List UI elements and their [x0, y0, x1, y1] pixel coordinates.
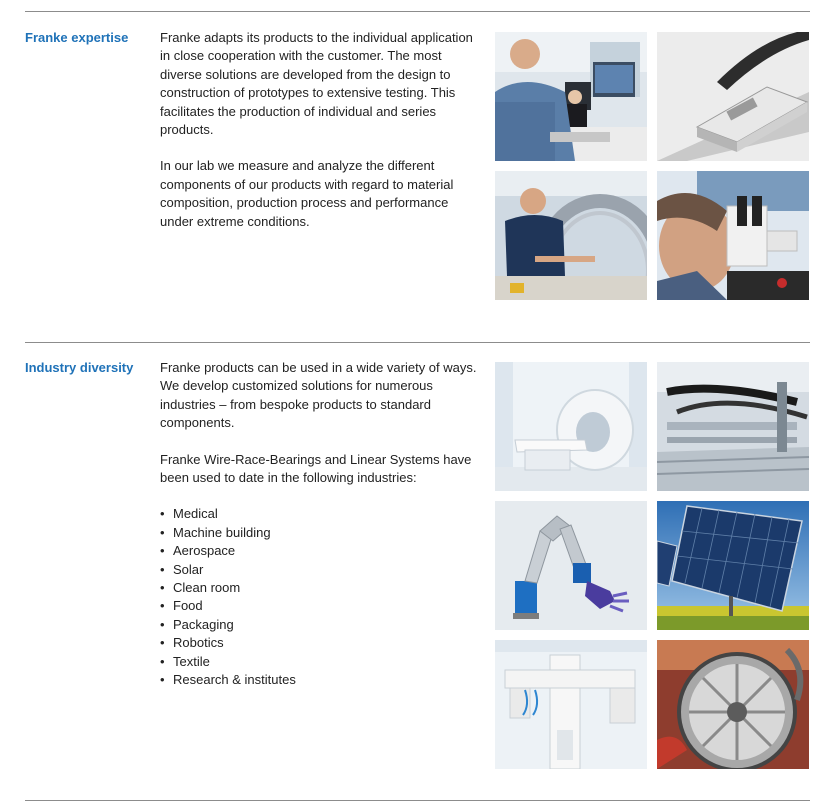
list-item: • Medical — [160, 505, 480, 523]
photo-machine-building — [657, 362, 809, 491]
paragraph: Franke Wire-Race-Bearings and Linear Systems have been used to date in the following industries: — [160, 451, 472, 486]
paragraph: Franke products can be used in a wide variety of ways. We develop customized solutions for numerous industries – from bespoke products to standard components. — [160, 360, 477, 431]
list-item: • Solar — [160, 561, 480, 579]
paragraph: In our lab we measure and analyze the different components of our products with regard to material composition, production process and performance under extreme conditions. — [160, 158, 454, 229]
list-item: • Machine building — [160, 524, 480, 542]
photo-dental-xray — [495, 640, 647, 769]
section-heading-expertise: Franke expertise — [25, 30, 129, 45]
list-item: • Textile — [160, 653, 480, 671]
list-item: • Packaging — [160, 616, 480, 634]
photo-engineers-at-workstation — [495, 32, 647, 161]
photo-technician-bearing-ring — [495, 171, 647, 300]
list-item: • Robotics — [160, 634, 480, 652]
industry-list — [160, 505, 480, 689]
bottom-divider — [25, 800, 810, 801]
photo-ct-scanner — [495, 362, 647, 491]
photo-solar-panels — [657, 501, 809, 630]
photo-jet-engine — [657, 640, 809, 769]
top-divider — [25, 11, 810, 12]
section-heading-industry: Industry diversity — [25, 360, 134, 375]
section-body-expertise — [160, 29, 480, 249]
section-divider — [25, 342, 810, 343]
photo-microscope-analysis — [657, 171, 809, 300]
photo-robot-arm — [495, 501, 647, 630]
section-body-industry — [160, 359, 480, 690]
list-item: • Food — [160, 597, 480, 615]
list-item: • Research & institutes — [160, 671, 480, 689]
list-item: • Clean room — [160, 579, 480, 597]
list-item: • Aerospace — [160, 542, 480, 560]
photo-linear-module — [657, 32, 809, 161]
paragraph: Franke adapts its products to the individual application in close cooperation with the customer. The most diverse solutions are developed from the design to construction of prototypes to extensive testing. This facilitates the production of individual and series products. — [160, 30, 473, 138]
